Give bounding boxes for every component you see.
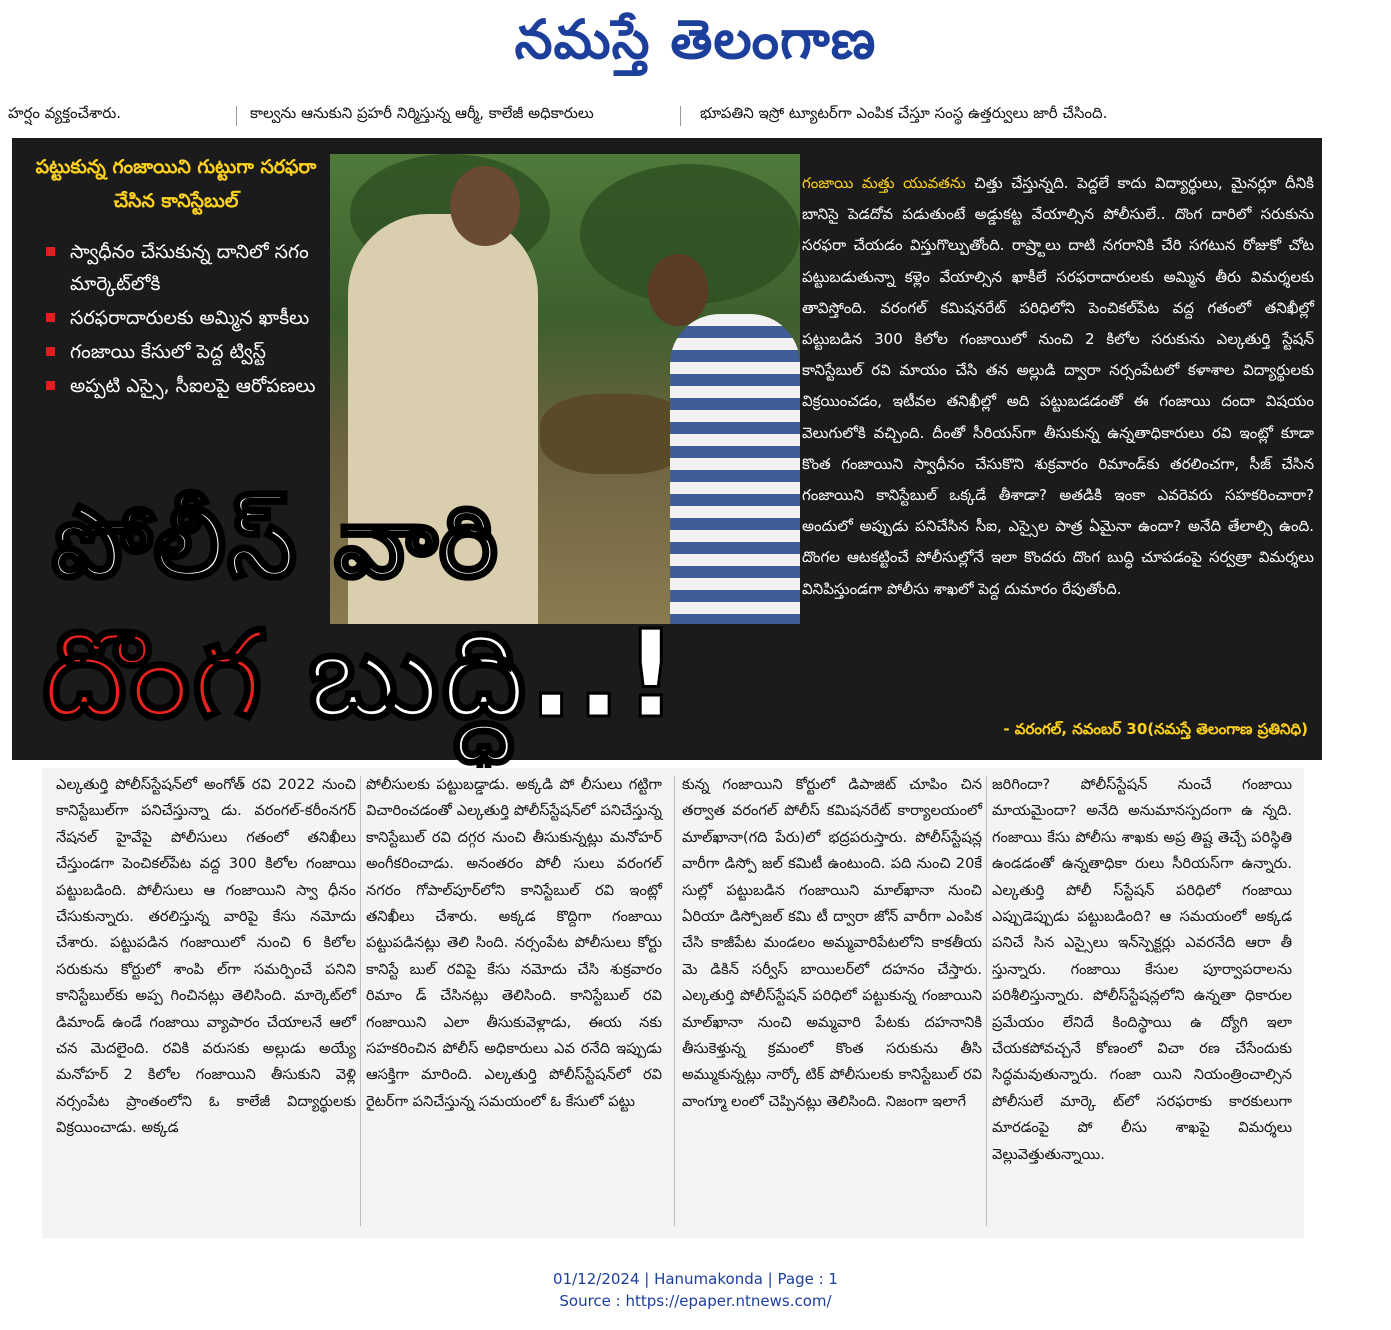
bullet-square-icon <box>46 347 55 356</box>
bullet-item: స్వాధీనం చేసుకున్న దానిలో సగం మార్కెట్‌లోకి <box>44 236 329 300</box>
bullet-item: గంజాయి కేసులో పెద్ద ట్విస్ట్ <box>44 336 329 368</box>
column-divider <box>674 776 675 1226</box>
photo-seized-bundle <box>540 394 690 474</box>
footer-source-link[interactable]: Source : https://epaper.ntnews.com/ <box>559 1292 832 1310</box>
masthead-title: నమస్తే తెలంగాణ <box>514 8 877 71</box>
bullet-square-icon <box>46 381 55 390</box>
column-divider <box>360 776 361 1226</box>
ticker-center: కాల్వను ఆనుకుని ప్రహరీ నిర్మిస్తున్న ఆర్మీ, కాలేజీ అధికారులు <box>250 104 594 122</box>
ticker-left: హర్షం వ్యక్తంచేశారు. <box>8 104 122 122</box>
headline-red-word: దొంగ <box>42 606 265 745</box>
bullet-item: సరఫరాదారులకు అమ్మిన ఖాకీలు <box>44 302 329 334</box>
bullet-square-icon <box>46 313 55 322</box>
photo-youth <box>670 314 800 624</box>
headline-white-word: బుద్ధి..! <box>307 606 681 745</box>
feature-panel <box>12 138 1322 760</box>
ticker-divider <box>680 106 681 126</box>
headline-line-2 <box>42 606 680 774</box>
photo-officer-head <box>450 166 520 246</box>
bullet-list <box>44 236 329 404</box>
ticker-divider <box>236 106 237 126</box>
bullet-item: అప్పటి ఎస్సై, సీఐలపై ఆరోపణలు <box>44 370 329 402</box>
ticker-strip <box>0 98 1391 132</box>
ticker-right: భూపతిని ఇస్రో ట్యూటర్‌గా ఎంపిక చేస్తూ సంస్థ ఉత్తర్వులు జారీ చేసింది. <box>700 104 1108 122</box>
dateline: - వరంగల్, నవంబర్ 30(నమస్తే తెలంగాణ ప్రతినిధి) <box>1003 720 1308 738</box>
page-footer <box>0 1268 1391 1312</box>
article-body <box>42 768 1304 1238</box>
kicker-text: పట్టుకున్న గంజాయిని గుట్టుగా సరఫరా చేసిన కానిస్టేబుల్ <box>35 156 317 212</box>
article-column-2: పోలీసులకు పట్టుబడ్డాడు. అక్కడి పో లీసులు గట్టిగా విచారించడంతో ఎల్కతుర్తి పోలీస్‌స్టేషన్‌లో పనిచేస్తున్న కానిస్టేబుల్ రవి దగ్గర నుంచి తీసుకున్నట్లు మనోహర్ అంగీకరించాడు. అనంతరం పోలీ సులు వరంగల్ నగరం గోపాల్‌పూర్‌లోని కానిస్టేబుల్ రవి ఇంట్లో తనిఖీలు చేశారు. అక్కడ కొద్దిగా గంజాయి పట్టుపడినట్లు తెలి సింది. నర్సంపేట పోలీసులు కోర్టు కానిస్టే బుల్ రవిపై కేసు నమోదు చేసి శుక్రవారం రిమాం డ్ చేసినట్లు తెలిసింది. కానిస్టేబుల్ రవి గంజాయిని ఎలా తీసుకువెళ్లాడు, ఈయ నకు సహకరించిన పోలీస్ అధికారులు ఎవ రనేది ఇప్పుడు ఆసక్తిగా మారింది. ఎల్కతుర్తి పోలీస్‌స్టేషన్‌లో రవి రైటర్‌గా పనిచేస్తున్న సమయంలో ఓ కేసులో పట్టు <box>366 776 662 1110</box>
story-lead: గంజాయి మత్తు యువతను <box>802 174 966 192</box>
photo-youth-head <box>648 254 708 326</box>
article-column-4: జరిగిందా? పోలీస్‌స్టేషన్ నుంచే గంజాయి మాయమైందా? అనేది అనుమానస్పదంగా ఉ న్నది. గంజాయి కేసు పోలీసు శాఖకు అప్ర తిష్ట తెచ్చే పరిస్థితి ఉండడంతో ఉన్నతాధికా రులు సీరియస్‌గా ఉన్నారు. ఎల్కతుర్తి పోలీ స్‌స్టేషన్ పరిధిలో గంజాయి ఎప్పుడెప్పుడు పట్టుబడింది? ఆ సమయంలో అక్కడ పనిచే సిన ఎస్సైలు ఇన్‌స్పెక్టర్లు ఎవరనేది ఆరా తీ స్తున్నారు. గంజాయి కేసుల పూర్వాపరాలను పరిశీలిస్తున్నారు. పోలీస్‌స్టేషన్లలోని ఉన్నతా ధికారుల ప్రమేయం లేనిదే కిందిస్థాయి ఉ ద్యోగి ఇలా చేయకపోవచ్చనే కోణంలో విచా రణ చేసేందుకు సిద్ధమవుతున్నారు. గంజా యిని నియంత్రించాల్సిన పోలీసులే మార్కె ట్‌లో సరఫరాకు కారకులుగా మారడంపై పో లీసు శాఖపై విమర్శలు వెల్లువెత్తుతున్నాయి. <box>992 776 1292 1163</box>
footer-edition-line: 01/12/2024 | Hanumakonda | Page : 1 <box>553 1270 838 1288</box>
article-column-1: ఎల్కతుర్తి పోలీస్‌స్టేషన్‌లో అంగోత్ రవి 2022 నుంచి కానిస్టేబుల్‌గా పనిచేస్తున్నా డు. వరంగల్-కరీంనగర్ నేషనల్ హైవేపై పోలీసులు గతంలో తనిఖీలు చేస్తుండగా పెంచికల్‌పేట వద్ద 300 కిలోల గంజాయి పట్టుబడింది. పోలీసులు ఆ గంజాయిని స్వా ధీనం చేసుకున్నారు. తరలిస్తున్న వారిపై కేసు నమోదు చేశారు. పట్టుపడిన గంజాయిలో నుంచి 6 కిలోల సరుకును కోర్టులో శాంపి ల్‌గా సమర్పించే పనిని కానిస్టేబుల్‌కు అప్ప గించినట్లు తెలిసింది. మార్కెట్‌లో డిమాండ్ ఉండే గంజాయి వ్యాపారం చేయాలనే ఆలో చన మెదలైంది. రవికి వరుసకు అల్లుడు అయ్యే మనోహర్ 2 కిలోల గంజాయిని తీసుకుని వెళ్లి నర్సంపేట ప్రాంతంలోని ఓ కాలేజీ విద్యార్థులకు విక్రయించాడు. అక్కడ <box>56 776 356 1137</box>
headline-line-1: పోలీస్ వారి <box>52 486 500 600</box>
panel-story <box>802 168 1314 605</box>
article-column-3: కున్న గంజాయిని కోర్టులో డిపాజిట్ చూపిం చిన తర్వాత వరంగల్ పోలీస్ కమిషనరేట్ కార్యాలయంలో మాల్‌ఖానా(గది పేరు)లో భద్రపరుస్తారు. పోలీస్‌స్టేషన్ల వారీగా డిస్పో జల్ కమిటీ ఉంటుంది. పది నుంచి 20కే సుల్లో పట్టుబడిన గంజాయిని మాల్‌ఖానా నుంచి ఏరియా డిస్పోజల్ కమి టీ ద్వారా జోన్ వారీగా ఎంపిక చేసి కాజీపేట మండలం అమ్మవారిపేటలోని కాకతీయ మె డికిన్ సర్వీస్ బాయిలర్‌లో దహనం చేస్తారు. ఎల్కతుర్తి పోలీస్‌స్టేషన్ పరిధిలో పట్టుకున్న గంజాయిని మాల్‌ఖానా నుంచి అమ్మవారి పేటకు దహనానికి తీసుకెళ్తున్న క్రమంలో కొంత సరుకును తీసి అమ్ముకున్నట్లు నార్కో టిక్ పోలీసులకు కానిస్టేబుల్ రవి వాంగ్మూ లంలో చెప్పినట్లు తెలిసింది. నిజంగా ఇలాగే <box>682 776 982 1110</box>
bullet-square-icon <box>46 247 55 256</box>
story-text: చిత్తు చేస్తున్నది. పెద్దలే కాదు విద్యార్థులు, మైనర్లూ దీనికి బానిసై పెడదోవ పడుతుంటే అడ్డుకట్ట వేయాల్సిన పోలీసులే.. దొంగ దారిలో సరుకును సరఫరా చేయడం విస్తుగొల్పుతోంది. రాష్ర్టాలు దాటి నగరానికి చేరి సగటున రోజుకో చోట పట్టుబడుతున్నా కళ్లెం వేయాల్సిన ఖాకీలే సరఫరాదారులకు అమ్మిన తీరు విమర్శలకు తావిస్తోంది. వరంగల్ కమిషనరేట్ పరిధిలోని పెంచికల్‌పేట వద్ద గతంలో తనిఖీల్లో పట్టుబడిన 300 కిలోల గంజాయిలో నుంచి 2 కిలోల సరుకును ఎల్కతుర్తి స్టేషన్ కానిస్టేబుల్ రవి మాయం చేసి తన అల్లుడి ద్వారా నర్సంపేటలో కళాశాల విద్యార్థులకు విక్రయించడం, ఇటీవల తనిఖీల్లో అది పట్టుబడడంతో ఈ గంజాయి దందా విషయం వెలుగులోకి వచ్చింది. దీంతో సీరియస్‌గా తీసుకున్న ఉన్నతాధికారులు రవి ఇంట్లో కూడా కొంత గంజాయిని స్వాధీనం చేసుకొని శుక్రవారం రిమాండ్‌కు తరలించగా, సీజ్ చేసిన గంజాయిని కానిస్టేబుల్ ఒక్కడే తీశాడా? అతడికి ఇంకా ఎవరెవరు సహకరించారా? అందులో అప్పుడు పనిచేసిన సీఐ, ఎస్సైల పాత్ర ఏమైనా ఉందా? అనేది తేలాల్సి ఉంది. దొంగల ఆటకట్టించే పోలీసుల్లోనే ఇలా కొందరు దొంగ బుద్ధి చూపడంపై సర్వత్రా విమర్శలు వినిపిస్తుండగా పోలీసు శాఖలో పెద్ద దుమారం రేపుతోంది. <box>802 174 1314 598</box>
column-divider <box>986 776 987 1226</box>
